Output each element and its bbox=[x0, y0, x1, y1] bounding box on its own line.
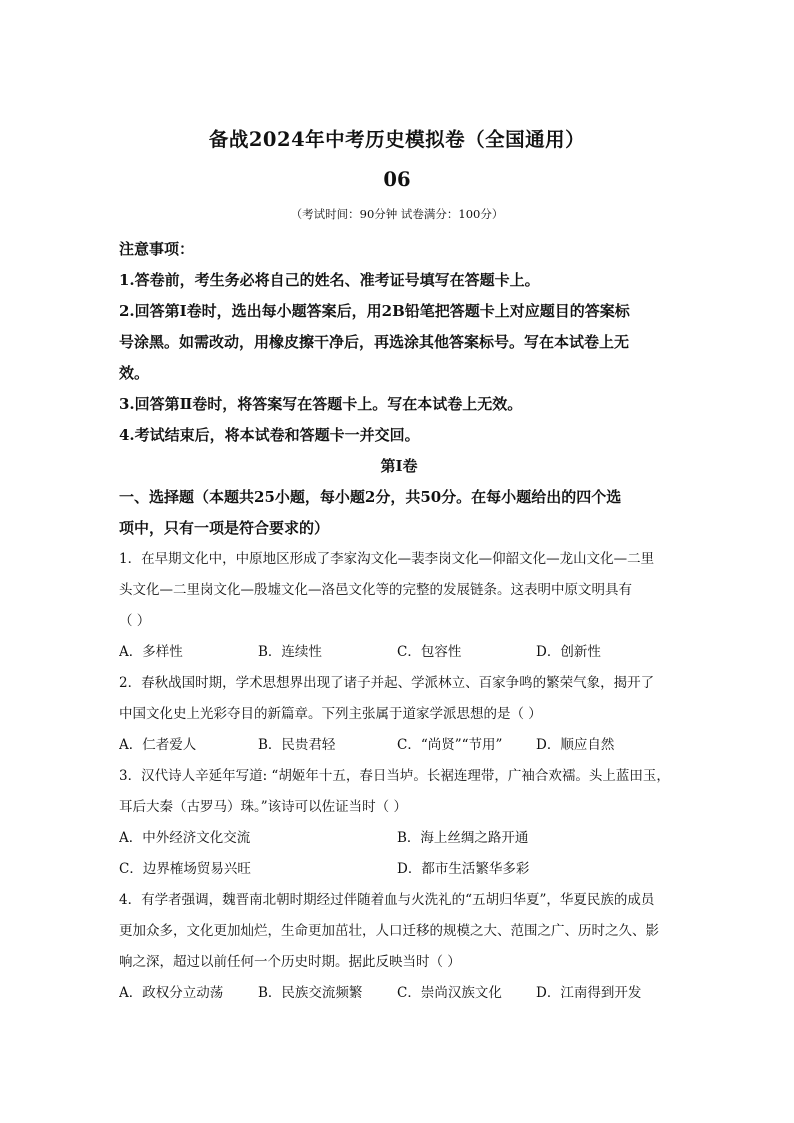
note-2-line-2: 号涂黑。如需改动，用橡皮擦干净后，再选涂其他答案标号。写在本试卷上无 bbox=[119, 333, 630, 351]
q4-stem-line-2: 更加众多，文化更加灿烂，生命更加茁壮，人口迁移的规模之大、范围之广、历时之久、影 bbox=[119, 923, 659, 939]
q2-option-c: C．“尚贤”“节用” bbox=[397, 737, 503, 753]
q3-options-row-1 bbox=[119, 823, 679, 854]
note-2-line-1: 2.回答第Ⅰ卷时，选出每小题答案后，用2B铅笔把答题卡上对应题目的答案标 bbox=[119, 302, 630, 320]
q1-stem-line-2: 头文化—二里岗文化—殷墟文化—洛邑文化等的完整的发展链条。这表明中原文明具有 bbox=[119, 582, 632, 598]
q4-option-c: C．崇尚汉族文化 bbox=[397, 985, 502, 1001]
q2-stem-line-1: 2．春秋战国时期，学术思想界出现了诸子并起、学派林立、百家争鸣的繁荣气象，揭开了 bbox=[119, 675, 655, 691]
q2-options bbox=[119, 730, 679, 761]
q2-option-d: D．顺应自然 bbox=[536, 737, 615, 753]
q3-option-a: A．中外经济文化交流 bbox=[119, 830, 251, 846]
q3-stem-line-1: 3．汉代诗人辛延年写道: “胡姬年十五，春日当垆。长裾连理带，广袖合欢襦。头上蓝田玉， bbox=[119, 768, 670, 784]
q3-option-b: B．海上丝绸之路开通 bbox=[397, 830, 529, 846]
page-title: 备战2024年中考历史模拟卷（全国通用） bbox=[208, 128, 586, 151]
q1-option-c: C．包容性 bbox=[397, 644, 462, 660]
exam-info: （考试时间：90分钟 试卷满分：100分） bbox=[290, 207, 504, 221]
q3-stem-line-2: 耳后大秦（古罗马）珠。”该诗可以佐证当时（ ） bbox=[119, 799, 407, 815]
q1-stem-line-3: （ ） bbox=[119, 613, 151, 629]
section-heading-line-2: 项中，只有一项是符合要求的） bbox=[119, 519, 330, 537]
q3-option-d: D．都市生活繁华多彩 bbox=[397, 861, 530, 877]
q4-option-b: B．民族交流频繁 bbox=[258, 985, 363, 1001]
q2-option-a: A．仁者爱人 bbox=[119, 737, 197, 753]
q4-stem-line-1: 4．有学者强调，魏晋南北朝时期经过伴随着血与火洗礼的“五胡归华夏”，华夏民族的成员 bbox=[119, 892, 655, 908]
paper-number: 06 bbox=[383, 168, 411, 191]
note-4: 4.考试结束后，将本试卷和答题卡一并交回。 bbox=[119, 426, 420, 444]
q4-option-a: A．政权分立动荡 bbox=[119, 985, 224, 1001]
q2-stem-line-2: 中国文化史上光彩夺目的新篇章。下列主张属于道家学派思想的是（ ） bbox=[119, 706, 542, 722]
q1-option-a: A．多样性 bbox=[119, 644, 183, 660]
q1-stem-line-1: 1．在早期文化中，中原地区形成了李家沟文化—裴李岗文化—仰韶文化—龙山文化—二里 bbox=[119, 551, 655, 567]
q1-option-d: D．创新性 bbox=[536, 644, 601, 660]
note-3: 3.回答第Ⅱ卷时，将答案写在答题卡上。写在本试卷上无效。 bbox=[119, 395, 523, 413]
q1-option-b: B．连续性 bbox=[258, 644, 322, 660]
q4-options bbox=[119, 978, 679, 1009]
exam-body bbox=[119, 234, 679, 1009]
notes-heading: 注意事项： bbox=[119, 240, 195, 258]
note-1: 1.答卷前，考生务必将自己的姓名、准考证号填写在答题卡上。 bbox=[119, 271, 540, 289]
q1-options bbox=[119, 637, 679, 668]
q3-options-row-2 bbox=[119, 854, 679, 885]
q3-option-c: C．边界榷场贸易兴旺 bbox=[119, 861, 251, 877]
note-2-line-3: 效。 bbox=[119, 364, 150, 382]
q4-stem-line-3: 响之深，超过以前任何一个历史时期。据此反映当时（ ） bbox=[119, 954, 461, 970]
q2-option-b: B．民贵君轻 bbox=[258, 737, 336, 753]
section-heading-line-1: 一、选择题（本题共25小题，每小题2分，共50分。在每小题给出的四个选 bbox=[119, 488, 622, 506]
volume-heading: 第Ⅰ卷 bbox=[380, 457, 418, 475]
q4-option-d: D．江南得到开发 bbox=[536, 985, 642, 1001]
